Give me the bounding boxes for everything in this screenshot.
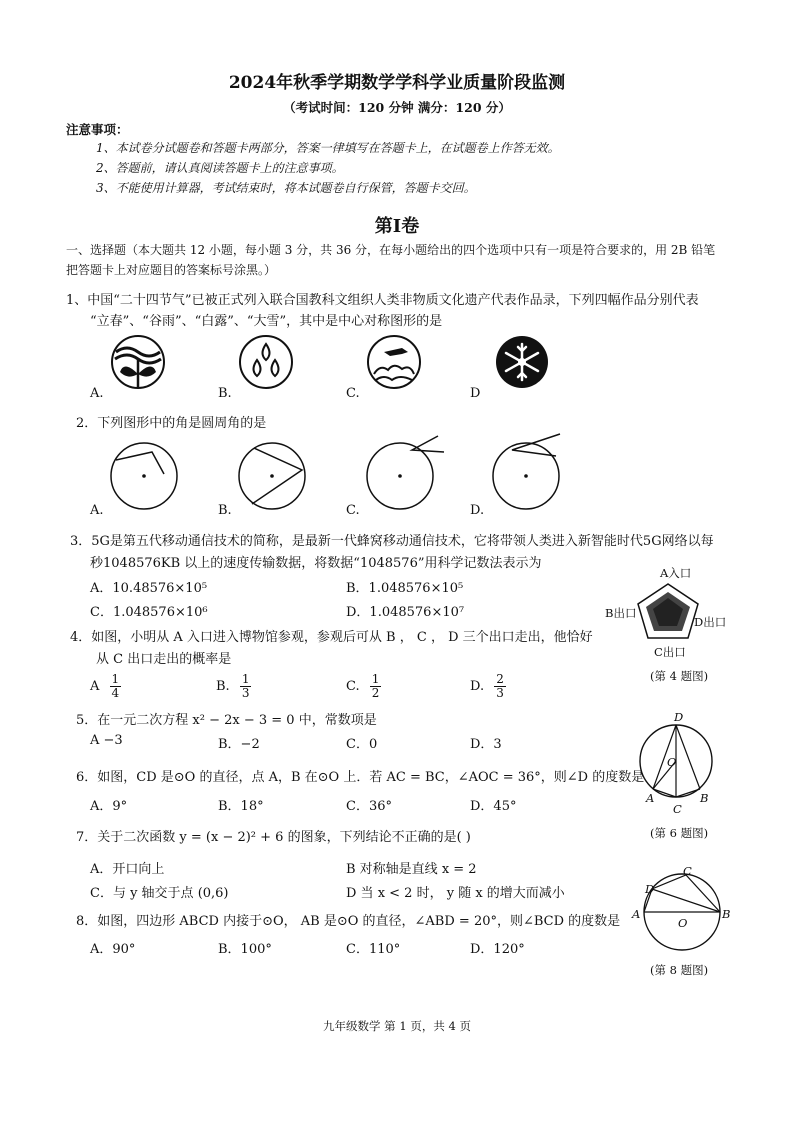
note-item: 3、不能使用计算器，考试结束时，将本试题卷自行保管，答题卡交回。 bbox=[96, 181, 476, 195]
q4-option-a[interactable] bbox=[90, 673, 121, 700]
q1-option-d[interactable]: D bbox=[470, 386, 481, 401]
q4-label-c-exit: C出口 bbox=[654, 645, 686, 659]
q6-option-b[interactable]: B．18° bbox=[218, 799, 264, 814]
q6-label-a: A bbox=[646, 791, 655, 805]
q3-option-c[interactable]: C．1.048576×10⁶ bbox=[90, 605, 208, 620]
q8-option-b[interactable]: B．100° bbox=[218, 942, 272, 957]
q8-figure-caption: (第 8 题图) bbox=[650, 963, 709, 977]
section-intro: 一、选择题（本大题共 12 小题，每小题 3 分，共 36 分，在每小题给出的四个选项中只有一项是符合要求的，用 2B 铅笔把答题卡上对应题目的答案标号涂黑。） bbox=[66, 243, 716, 277]
q6-figure-caption: (第 6 题图) bbox=[650, 826, 709, 840]
question-7-stem: 7．关于二次函数 y = (x − 2)² + 6 的图象，下列结论不正确的是( ) bbox=[76, 830, 471, 845]
q7-option-b[interactable]: B 对称轴是直线 x = 2 bbox=[346, 862, 477, 877]
q6-label-c: C bbox=[673, 802, 682, 816]
q3-option-a[interactable]: A．10.48576×10⁵ bbox=[90, 581, 208, 596]
question-4-stem-line2: 从 C 出口走出的概率是 bbox=[96, 652, 232, 667]
q5-option-b[interactable]: B．−2 bbox=[218, 737, 260, 752]
q6-label-o: O bbox=[667, 755, 677, 769]
q7-option-a[interactable]: A．开口向上 bbox=[90, 862, 165, 877]
q8-label-o: O bbox=[678, 916, 688, 930]
q2-option-d[interactable]: D. bbox=[470, 503, 485, 518]
q4-option-c-label: C. bbox=[346, 679, 360, 694]
q4-option-b-label: B. bbox=[216, 679, 230, 694]
q4-option-a-denominator: 4 bbox=[111, 686, 120, 700]
q3-option-b[interactable]: B．1.048576×10⁵ bbox=[346, 581, 464, 596]
q8-option-c[interactable]: C．110° bbox=[346, 942, 401, 957]
q8-option-a[interactable]: A．90° bbox=[90, 942, 136, 957]
guyu-symbol-icon bbox=[238, 334, 294, 390]
question-3-stem-line1: 3．5G是第五代移动通信技术的简称，是最新一代蜂窝移动通信技术，它将带领人类进入新智能时代5G网络以每 bbox=[70, 534, 714, 549]
question-6-stem: 6．如图，CD 是⊙O 的直径，点 A，B 在⊙O 上．若 AC = BC，∠AOC = 36°，则∠D 的度数是 bbox=[76, 770, 645, 785]
q6-option-a[interactable]: A．9° bbox=[90, 799, 128, 814]
question-2-stem: 2．下列图形中的角是圆周角的是 bbox=[76, 416, 267, 431]
notes-heading: 注意事项： bbox=[66, 122, 129, 137]
daxue-symbol-icon bbox=[494, 334, 550, 390]
page-footer: 九年级数学 第 1 页，共 4 页 bbox=[323, 1019, 471, 1033]
question-5-stem: 5．在一元二次方程 x² − 2x − 3 = 0 中，常数项是 bbox=[76, 713, 377, 728]
q4-option-c-numerator: 1 bbox=[371, 672, 380, 686]
q4-label-a-entrance: A入口 bbox=[660, 566, 692, 580]
lichun-symbol-icon bbox=[110, 334, 166, 390]
q4-option-d[interactable] bbox=[470, 673, 506, 700]
q6-label-d: D bbox=[674, 710, 684, 724]
q8-label-d: D bbox=[645, 882, 655, 896]
q4-option-c-denominator: 2 bbox=[371, 686, 380, 700]
q8-label-c: C bbox=[683, 864, 692, 878]
question-8-stem: 8．如图，四边形 ABCD 内接于⊙O， AB 是⊙O 的直径，∠ABD = 20°，则∠BCD 的度数是 bbox=[76, 914, 621, 929]
q7-option-c[interactable]: C．与 y 轴交于点 (0,6) bbox=[90, 886, 229, 901]
q6-label-b: B bbox=[700, 791, 709, 805]
q4-option-b-numerator: 1 bbox=[241, 672, 250, 686]
q8-label-b: B bbox=[722, 907, 731, 921]
q5-option-a[interactable]: A −3 bbox=[90, 733, 123, 748]
q4-option-a-numerator: 1 bbox=[111, 672, 120, 686]
q2-figure-b bbox=[236, 440, 308, 512]
q2-option-a[interactable]: A. bbox=[90, 503, 104, 518]
exam-title: 2024年秋季学期数学学科学业质量阶段监测 bbox=[228, 73, 566, 93]
q5-option-c[interactable]: C．0 bbox=[346, 737, 378, 752]
q4-option-b[interactable] bbox=[216, 673, 251, 700]
question-4-stem-line1: 4．如图，小明从 A 入口进入博物馆参观，参观后可从 B ， C ， D 三个出口走出，他恰好 bbox=[70, 630, 593, 645]
question-3-stem-line2: 秒1048576KB 以上的速度传输数据，将数据“1048576”用科学记数法表示为 bbox=[90, 556, 542, 571]
q8-option-d[interactable]: D．120° bbox=[470, 942, 525, 957]
q2-figure-d bbox=[490, 440, 562, 512]
q2-figure-c bbox=[364, 440, 436, 512]
question-1-stem-line2: “立春”、“谷雨”、“白露”、“大雪”，其中是中心对称图形的是 bbox=[90, 314, 443, 329]
q4-option-d-denominator: 3 bbox=[496, 686, 504, 700]
q3-option-d[interactable]: D．1.048576×10⁷ bbox=[346, 605, 465, 620]
q4-option-a-label: A bbox=[90, 679, 100, 694]
q1-option-a[interactable]: A. bbox=[90, 386, 104, 401]
q6-option-d[interactable]: D．45° bbox=[470, 799, 517, 814]
q4-label-d-exit: D出口 bbox=[694, 615, 727, 629]
q4-option-d-label: D. bbox=[470, 679, 485, 694]
q4-option-c[interactable] bbox=[346, 673, 381, 700]
q8-label-a: A bbox=[632, 907, 641, 921]
q2-option-c[interactable]: C. bbox=[346, 503, 360, 518]
q4-label-b-exit: B出口 bbox=[605, 606, 637, 620]
q1-option-b[interactable]: B. bbox=[218, 386, 232, 401]
q4-option-b-denominator: 3 bbox=[241, 686, 250, 700]
bailu-symbol-icon bbox=[366, 334, 422, 390]
q4-figure-caption: (第 4 题图) bbox=[650, 669, 709, 683]
question-1-stem-line1: 1、中国“二十四节气”已被正式列入联合国教科文组织人类非物质文化遗产代表作品录，下列四幅作品分别代表 bbox=[66, 293, 699, 308]
exam-subtitle: （考试时间：120 分钟 满分：120 分） bbox=[283, 100, 511, 115]
q4-museum-figure bbox=[636, 582, 700, 640]
note-item: 1、本试卷分试题卷和答题卡两部分，答案一律填写在答题卡上，在试题卷上作答无效。 bbox=[96, 141, 560, 155]
q6-option-c[interactable]: C．36° bbox=[346, 799, 392, 814]
note-item: 2、答题前，请认真阅读答题卡上的注意事项。 bbox=[96, 161, 344, 175]
q7-option-d[interactable]: D 当 x < 2 时， y 随 x 的增大而减小 bbox=[346, 886, 565, 901]
q2-option-b[interactable]: B. bbox=[218, 503, 232, 518]
q1-option-c[interactable]: C. bbox=[346, 386, 360, 401]
q2-figure-a bbox=[108, 440, 180, 512]
q4-option-d-numerator: 2 bbox=[496, 672, 504, 686]
section-title: 第Ⅰ卷 bbox=[374, 216, 420, 237]
q5-option-d[interactable]: D．3 bbox=[470, 737, 502, 752]
